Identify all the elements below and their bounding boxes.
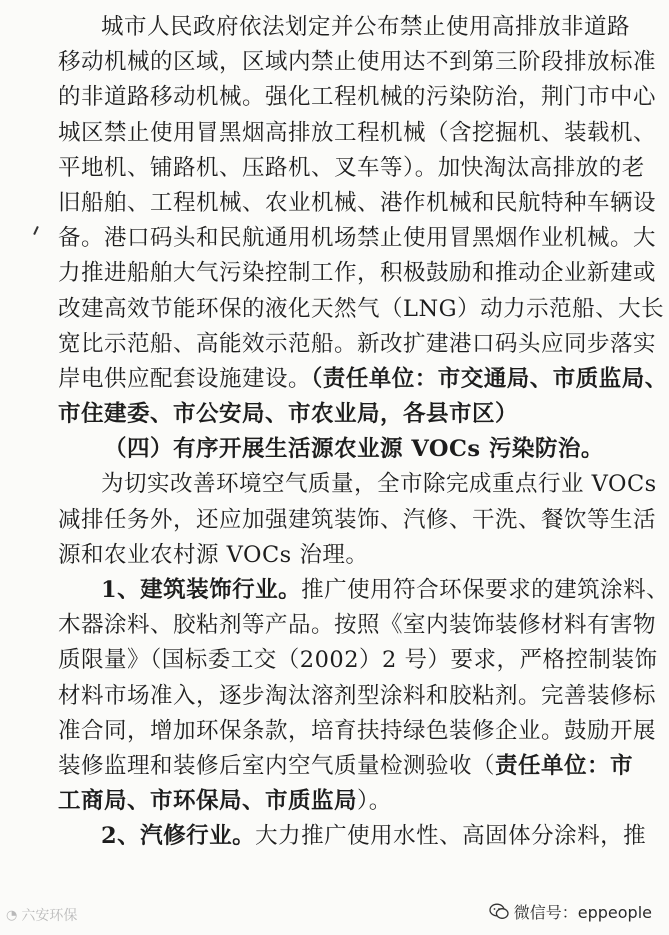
text-segment: 的非道路移动机械。强化工程机械的污染防治，荆门市中心 bbox=[58, 84, 657, 111]
text-line bbox=[58, 784, 618, 819]
text-line bbox=[58, 10, 631, 45]
text-line bbox=[58, 362, 668, 397]
text-line bbox=[58, 714, 657, 749]
text-segment: 平地机、铺路机、压路机、叉车等）。加快淘汰高排放的老 bbox=[58, 154, 645, 181]
wechat-account-label bbox=[489, 900, 652, 923]
footer-watermark-bar bbox=[0, 895, 660, 935]
text-segment: 移动机械的区域，区域内禁止使用达不到第三阶段排放标准 bbox=[58, 49, 657, 76]
text-line bbox=[58, 45, 657, 80]
text-segment: 质限量》（国标委工交（2002）2 号）要求，严格控制装饰 bbox=[58, 647, 658, 674]
text-line bbox=[58, 292, 665, 327]
text-line bbox=[58, 80, 657, 115]
text-segment: 改建高效节能环保的液化天然气（LNG）动力示范船、大长 bbox=[58, 295, 665, 322]
text-segment: 装修监理和装修后室内空气质量检测验收（ bbox=[58, 752, 496, 779]
source-watermark bbox=[6, 905, 77, 925]
stray-pen-mark bbox=[33, 226, 39, 235]
text-segment: 木器涂料、胶粘剂等产品。按照《室内装饰装修材料有害物 bbox=[58, 612, 657, 639]
text-segment: 备。港口码头和民航通用机场禁止使用冒黑烟作业机械。大 bbox=[58, 225, 657, 252]
bold-text-segment: （责任单位：市交通局、市质监局、 bbox=[311, 365, 668, 392]
document-body bbox=[58, 10, 669, 855]
text-segment: 旧船舶、工程机械、农业机械、港作机械和民航特种车辆设 bbox=[58, 189, 657, 216]
text-line bbox=[58, 397, 618, 432]
text-segment: 减排任务外，还应加强建筑装饰、汽修、干洗、餐饮等生活 bbox=[58, 506, 657, 533]
text-line bbox=[58, 749, 634, 784]
text-segment: 源和农业农村源 VOCs 治理。 bbox=[58, 541, 369, 568]
text-line bbox=[58, 116, 657, 151]
text-segment: 为切实改善环境空气质量，全市除完成重点行业 VOCs bbox=[101, 471, 657, 498]
wechat-account-text: 微信号：eppeople bbox=[513, 903, 652, 922]
bold-text-segment: 2、汽修行业。 bbox=[101, 823, 256, 850]
text-line bbox=[58, 467, 657, 502]
wechat-icon bbox=[489, 903, 509, 920]
bold-text-segment: 工商局、市环保局、市质监局 bbox=[58, 788, 358, 815]
source-watermark-text: 六安环保 bbox=[21, 908, 78, 924]
text-segment: 宽比示范船、高能效示范船。新改扩建港口码头应同步落实 bbox=[58, 330, 657, 357]
text-line bbox=[58, 151, 645, 186]
text-segment: 准合同，增加环保条款，培育扶持绿色装修企业。鼓励开展 bbox=[58, 717, 657, 744]
text-line bbox=[58, 573, 669, 608]
text-segment: 推广使用符合环保要求的建筑涂料、 bbox=[301, 577, 669, 603]
text-segment: 城区禁止使用冒黑烟高排放工程机械（含挖掘机、装载机、 bbox=[58, 119, 657, 146]
text-segment: 材料市场准入，逐步淘汰溶剂型涂料和胶粘剂。完善装修标 bbox=[58, 682, 657, 709]
text-line bbox=[58, 432, 618, 467]
text-segment: 岸电供应配套设施建设。 bbox=[58, 365, 312, 392]
text-line bbox=[58, 327, 657, 362]
text-line bbox=[58, 186, 657, 221]
weibo-icon: ◔ bbox=[6, 907, 18, 923]
text-line bbox=[58, 643, 658, 678]
text-line bbox=[58, 503, 657, 538]
text-line bbox=[58, 256, 657, 291]
text-segment: 大力推广使用水性、高固体分涂料，推 bbox=[255, 823, 647, 850]
bold-text-segment: 责任单位：市 bbox=[495, 752, 634, 779]
text-segment: ）。 bbox=[357, 788, 392, 815]
bold-text-segment: 市住建委、市公安局、市农业局，各县市区） bbox=[58, 401, 519, 428]
bold-text-segment: （四）有序开展生活源农业源 VOCs 污染防治。 bbox=[104, 436, 604, 463]
text-line bbox=[58, 679, 657, 714]
text-line bbox=[58, 819, 647, 854]
text-line bbox=[58, 221, 657, 256]
text-segment: 力推进船舶大气污染控制工作，积极鼓励和推动企业新建或 bbox=[58, 260, 657, 287]
text-line bbox=[58, 608, 657, 643]
text-segment: 城市人民政府依法划定并公布禁止使用高排放非道路 bbox=[101, 14, 631, 40]
bold-text-segment: 1、建筑装饰行业。 bbox=[101, 577, 302, 603]
text-line bbox=[58, 538, 618, 573]
